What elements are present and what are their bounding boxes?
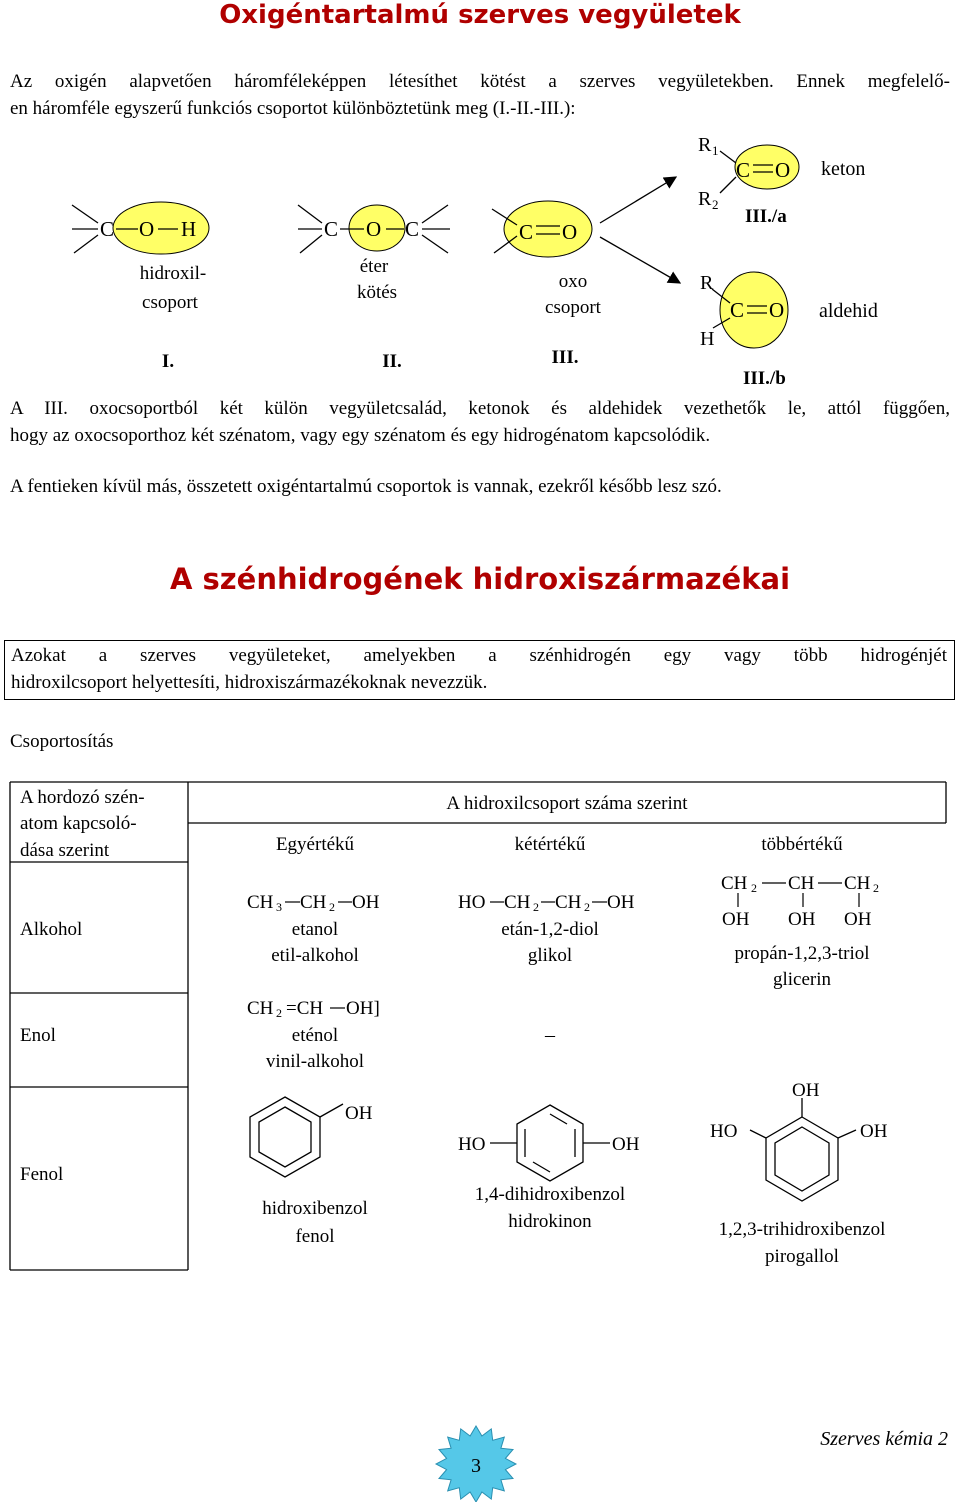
functional-groups-diagram [0,125,960,395]
corner-1: A hordozó szén- [20,787,145,808]
svg-text:O: O [775,158,791,182]
hydroxyl-label-1: hidroxil- [139,263,207,284]
glycol-formula [458,892,635,914]
ethanol-alt-name: etil-alkohol [271,945,359,966]
oxo-label-2: csoport [545,297,601,318]
svg-text:HO: HO [458,892,486,913]
other-groups-note: A fentieken kívül más, összetett oxigéntartalmú csoportok is vannak, ezekről később lesz szó. [10,476,722,497]
intro-line-1: Az oxigén alapvetően háromféleképpen létesíthet kötést a szerves vegyületekben. Ennek megfelelő- [10,71,950,92]
phenol-name: hidroxibenzol [262,1198,368,1219]
intro-line-2: en háromféle egyszerű funkciós csoportot különböztetünk meg (I.-II.-III.): [10,98,576,119]
arrow-to-aldehyde [600,237,680,283]
glycol-alt-name: glikol [527,945,573,966]
hydroquinone-structure [490,1105,610,1181]
ketone-tag: III./a [745,206,787,227]
svg-text:C: C [324,217,339,241]
svg-text:OH: OH [844,909,872,930]
atom-o: O [139,217,155,241]
definition-box [4,640,955,700]
aldehyde-name: aldehid [819,300,878,322]
svg-text:1: 1 [712,143,719,158]
page-number-badge [428,1418,524,1502]
hydroquinone-oh-left: HO [458,1134,486,1155]
phenol-alt-name: fenol [295,1226,335,1247]
glycerol-name: propán-1,2,3-triol [734,943,870,964]
definition-line-1: Azokat a szerves vegyületeket, amelyekben a szénhidrogén egy vagy több hidrogénjét [11,645,947,666]
svg-text:2: 2 [584,900,590,914]
svg-text:OH: OH [722,909,750,930]
row-label-fenol: Fenol [20,1164,64,1185]
oxo-explanation-1: A III. oxocsoportból két külön vegyületcsalád, ketonok és aldehidek vezethetők le, attól függően, [10,398,950,419]
phenol-structure [250,1097,343,1177]
group-number-1: I. [161,351,175,372]
ketone-structure [698,134,865,227]
svg-text:C: C [736,158,751,182]
aldehyde-tag: III./b [743,368,786,389]
hydroquinone-name: 1,4-dihidroxibenzol [474,1184,626,1205]
row-label-enol: Enol [20,1025,56,1046]
ethenol-formula [247,998,380,1020]
arrow-to-ketone [600,177,676,223]
grouping-label: Csoportosítás [10,731,114,752]
glycerol-formula [721,873,879,930]
svg-text:C: C [405,217,420,241]
svg-text:CH: CH [300,892,327,913]
svg-text:CH: CH [504,892,531,913]
ethenol-alt-name: vinil-alkohol [265,1051,365,1072]
aldehyde-structure [700,272,878,389]
oxo-label-1: oxo [558,271,588,292]
footer-subject: Szerves kémia 2 [820,1428,948,1450]
row-label-alkohol: Alkohol [20,919,83,940]
oxo-group [492,201,602,368]
svg-text:2: 2 [276,1006,282,1020]
ether-label-1: éter [359,256,389,277]
svg-text:2: 2 [873,881,879,895]
group-number-2: II. [382,351,402,372]
ketone-name: keton [821,158,866,180]
svg-text:CH: CH [247,892,274,913]
svg-text:O: O [366,217,382,241]
col-header-poly: többértékű [761,834,843,855]
pyrogallol-alt-name: pirogallol [765,1246,839,1267]
pyrogallol-structure [750,1098,856,1201]
page-number: 3 [471,1455,481,1477]
pyrogallol-oh-right: OH [860,1121,888,1142]
svg-text:R: R [700,272,714,294]
pyrogallol-name: 1,2,3-trihidroxibenzol [718,1219,886,1240]
svg-text:CH: CH [247,998,274,1019]
svg-text:2: 2 [712,197,719,212]
svg-text:CH: CH [844,873,871,894]
ethenol-name: eténol [291,1025,339,1046]
svg-text:CH: CH [555,892,582,913]
corner-2: atom kapcsoló- [20,813,137,834]
svg-text:C: C [519,220,534,244]
section-title: A szénhidrogének hidroxiszármazékai [169,562,791,596]
hydroquinone-oh-right: OH [612,1134,640,1155]
svg-text:H: H [700,328,715,350]
ethanol-formula [247,892,380,914]
classification-table [0,780,960,1272]
svg-text:2: 2 [533,900,539,914]
ethanol-name: etanol [291,919,339,940]
header-top: A hidroxilcsoport száma szerint [446,793,688,814]
definition-line-2: hidroxilcsoport helyettesíti, hidroxiszármazékoknak nevezzük. [11,672,488,693]
pyrogallol-oh-left: HO [710,1121,738,1142]
hydroquinone-alt-name: hidrokinon [508,1211,592,1232]
svg-text:OH: OH [788,909,816,930]
svg-text:OH: OH [607,892,635,913]
svg-text:CH: CH [721,873,748,894]
svg-text:OH]: OH] [346,998,380,1019]
group-number-3: III. [551,347,579,368]
svg-text:R: R [698,188,712,210]
svg-text:=CH: =CH [286,998,324,1019]
svg-text:OH: OH [352,892,380,913]
glycerol-alt-name: glicerin [772,969,832,990]
ether-label-2: kötés [356,282,398,303]
glycol-name: etán-1,2-diol [501,919,599,940]
atom-c: C [100,217,115,241]
svg-text:O: O [562,220,578,244]
svg-text:R: R [698,134,712,156]
page-title: Oxigéntartalmú szerves vegyületek [219,0,741,30]
col-header-di: kétértékű [514,834,586,855]
corner-3: dása szerint [20,840,110,861]
svg-text:2: 2 [751,881,757,895]
atom-h: H [181,217,197,241]
hydroxyl-label-2: csoport [142,292,198,313]
hydroxyl-group [72,202,209,372]
svg-text:O: O [769,298,785,322]
ether-group [298,205,450,372]
svg-text:3: 3 [276,900,282,914]
col-header-mono: Egyértékű [275,834,355,855]
enol-di-empty: – [545,1024,555,1046]
phenol-oh: OH [345,1103,373,1124]
pyrogallol-oh-top: OH [792,1080,820,1101]
svg-text:CH: CH [788,873,815,894]
oxo-explanation-2: hogy az oxocsoporthoz két szénatom, vagy egy szénatom és egy hidrogénatom kapcsolódik. [10,425,711,446]
oxo-highlight [504,201,592,257]
svg-text:2: 2 [329,900,335,914]
svg-text:C: C [730,298,745,322]
